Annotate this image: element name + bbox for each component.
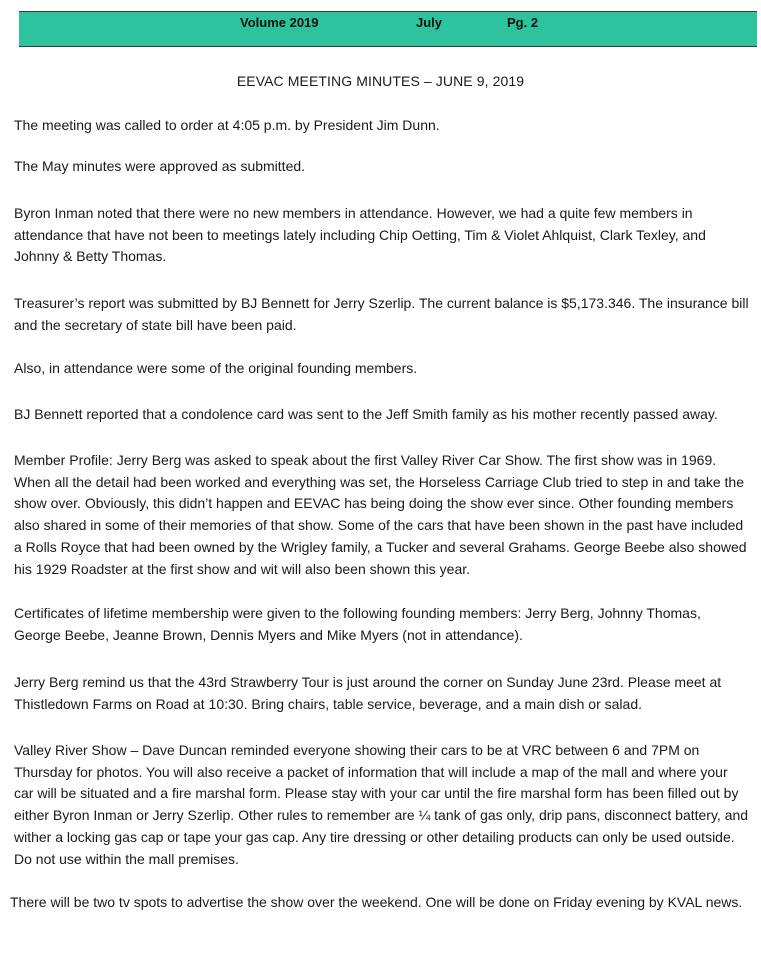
paragraph-condolence: BJ Bennett reported that a condolence card was sent to the Jeff Smith family as his mother recently passed away. <box>14 406 718 422</box>
document-title: EEVAC MEETING MINUTES – JUNE 9, 2019 <box>236 73 525 89</box>
header-bar <box>19 11 757 47</box>
paragraph-minutes-approved: The May minutes were approved as submitted. <box>14 158 306 174</box>
month-label: July <box>416 15 443 30</box>
paragraph-valley-river-show: Valley River Show – Dave Duncan reminded everyone showing their cars to be at VRC between 6 and 7PM on Thursday for photos. You will also receive a packet of information that will include a map of the mall and where your car will be situated and a fire marshal form. Please stay with your car until the fire marshal form has been filled out by either Byron Inman or Jerry Szerlip. Other rules to remember are ¼ tank of gas only, drip pans, disconnect battery, and wither a locking gas cap or tape your gas cap. Any tire dressing or other detailing products can only be used outside. Do not use within the mall premises. <box>14 742 749 867</box>
paragraph-certificates: Certificates of lifetime membership were given to the following founding members: Jerry Berg, Johnny Thomas, George Beebe, Jeanne Brown, Dennis Myers and Mike Myers (not in attendance). <box>14 605 701 643</box>
volume-label: Volume 2019 <box>240 15 319 30</box>
paragraph-strawberry-tour: Jerry Berg remind us that the 43rd Strawberry Tour is just around the corner on Sunday June 23rd. Please meet at Thistledown Farms on Road at 10:30. Bring chairs, table service, beverage, and a main dish or salad. <box>14 674 722 712</box>
paragraph-attendance: Byron Inman noted that there were no new members in attendance. However, we had a quite few members in attendance that have not been to meetings lately including Chip Oetting, Tim & Violet Ahlquist, Clark Texley, and Johnny & Betty Thomas. <box>14 205 706 265</box>
page-number: Pg. 2 <box>507 15 539 30</box>
paragraph-tv-spots: There will be two tv spots to advertise the show over the weekend. One will be done on Friday evening by KVAL news. <box>10 894 743 910</box>
paragraph-treasurer-report: Treasurer’s report was submitted by BJ Bennett for Jerry Szerlip. The current balance is $5,173.346. The insurance bill and the secretary of state bill have been paid. <box>14 295 749 333</box>
paragraph-call-to-order: The meeting was called to order at 4:05 p.m. by President Jim Dunn. <box>14 117 440 133</box>
paragraph-founding-members: Also, in attendance were some of the original founding members. <box>14 360 418 376</box>
paragraph-member-profile: Member Profile: Jerry Berg was asked to speak about the first Valley River Car Show. The first show was in 1969. When all the detail had been worked and everything was set, the Horseless Carriage Club tried to step in and take the show over. Obviously, this didn’t happen and EEVAC has being doing the show ever since. Other founding members also shared in some of their memories of that show. Some of the cars that have been shown in the past have included a Rolls Royce that had been owned by the Wrigley family, a Tucker and several Grahams. George Beebe also showed his 1929 Roadster at the first show and wit will also been shown this year. <box>14 452 747 577</box>
